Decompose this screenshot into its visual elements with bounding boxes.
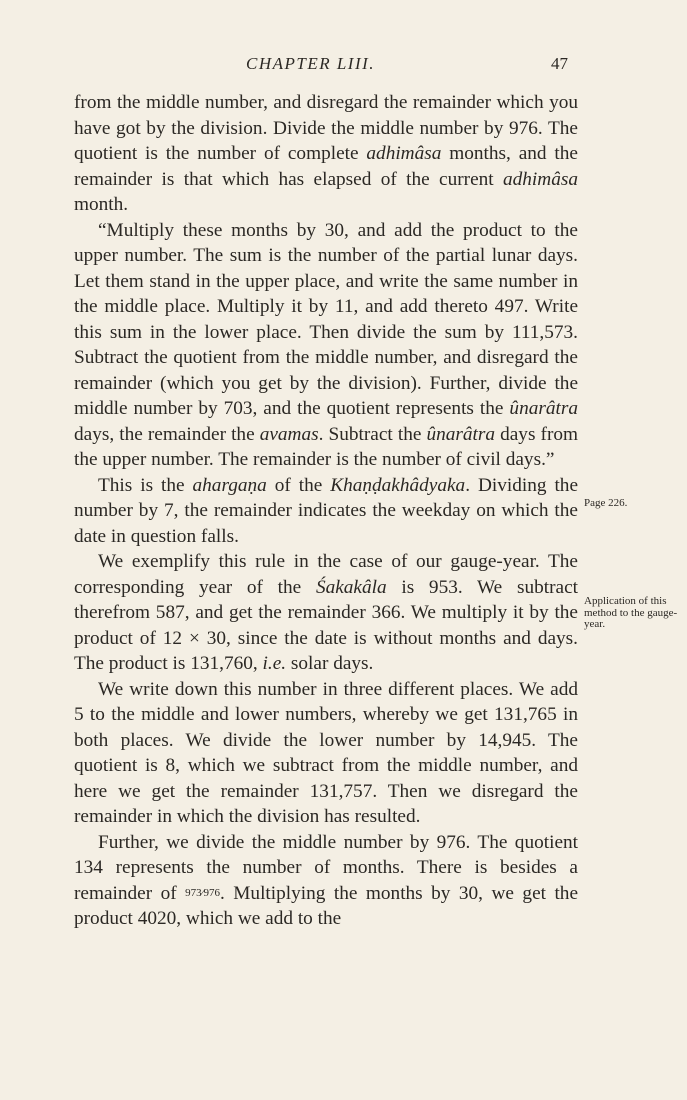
italic-term: ûnarâtra — [426, 423, 496, 445]
paragraph: Further, we divide the middle number by 976. The quotient 134 represents the number of months. There is besides a remainder of 973⁄976. Multiplying the months by 30, we get the product 4020, which we add to the — [74, 831, 579, 929]
italic-term: Śakakâla — [315, 576, 387, 598]
paragraph: We exemplify this rule in the case of our gauge-year. The corresponding year of the Śakakâla is 953. We subtract therefrom 587, and get the remainder 366. We multiply it by the product of 12 × 30, since the date is without months and days. The product is 131,760, i.e. solar days. — [74, 551, 578, 674]
fraction: 973⁄976 — [185, 886, 220, 899]
italic-term: i.e. — [262, 653, 287, 674]
paragraph: from the middle number, and disregard the remainder which you have got by the division. Divide the middle number by 976. The quotient is the number of complete adhimâsa months, and the remainder is that which has elapsed of the current adhimâsa month. — [74, 92, 578, 215]
body-text — [74, 90, 578, 932]
italic-term: adhimâsa — [366, 143, 442, 164]
italic-term: ûnarâtra — [509, 398, 578, 419]
paragraph: We write down this number in three different places. We add 5 to the middle and lower numbers, whereby we get 131,765 in both places. We divide the lower number by 14,945. The quotient is 8, which we subtract from the middle number, and here we get the remainder 131,757. Then we disregard the remainder in which the division has resulted. — [74, 678, 578, 827]
page-header — [0, 54, 687, 78]
running-title: CHAPTER LIII. — [246, 54, 376, 73]
italic-term: Khaṇḍakhâdyaka — [330, 474, 466, 496]
paragraph: This is the ahargaṇa of the Khaṇḍakhâdyaka. Dividing the number by 7, the remainder indicates the weekday on which the date in question falls. — [74, 474, 578, 547]
italic-term: adhimâsa — [503, 168, 578, 190]
margin-note-application: Application of this method to the gauge-year. — [584, 595, 678, 630]
paragraph: “Multiply these months by 30, and add the product to the upper number. The sum is the number of the partial lunar days. Let them stand in the upper place, and write the same number in the middle place. Multiply it by 11, and add thereto 497. Write this sum in the lower place. Then divide the sum by 111,573. Subtract the quotient from the middle number, and disregard the remainder (which you get by the division). Further, divide the middle number by 703, and the quotient represents the ûnarâtra days, the remainder the avamas. Subtract the ûnarâtra days from the upper number. The remainder is the number of civil days.” — [74, 219, 579, 470]
page-number: 47 — [551, 54, 568, 73]
margin-note-page-ref: Page 226. — [584, 497, 628, 509]
italic-term: ahargaṇa — [192, 474, 267, 496]
italic-term: avamas — [259, 423, 319, 445]
